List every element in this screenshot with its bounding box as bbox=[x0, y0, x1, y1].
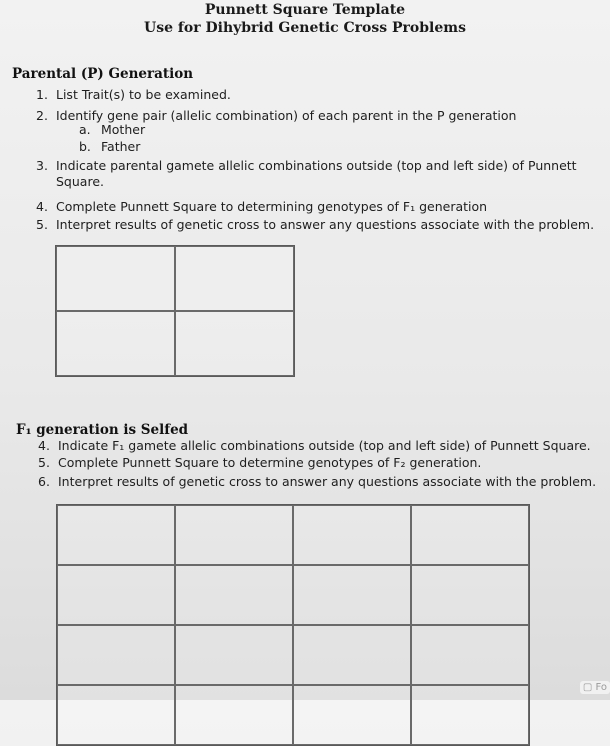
punnett-cell[interactable] bbox=[57, 625, 175, 685]
punnett-cell[interactable] bbox=[175, 246, 294, 311]
parental-item-2b: b. Father bbox=[79, 139, 141, 154]
parental-item-1: 1. List Trait(s) to be examined. bbox=[36, 87, 231, 102]
corner-badge: ▢ Fo bbox=[580, 681, 610, 694]
f1-item-4: 4. Indicate F₁ gamete allelic combinations outside (top and left side) of Punnett Square. bbox=[38, 438, 591, 453]
f1-heading: F₁ generation is Selfed bbox=[16, 422, 189, 438]
parental-item-2a: a. Mother bbox=[79, 122, 146, 137]
parental-item-3-cont: Square. bbox=[56, 174, 104, 189]
parental-item-4: 4. Complete Punnett Square to determining genotypes of F₁ generation bbox=[36, 199, 488, 214]
document-title: Punnett Square Template bbox=[204, 2, 406, 18]
punnett-cell[interactable] bbox=[411, 625, 529, 685]
punnett-cell[interactable] bbox=[411, 685, 529, 745]
punnett-cell[interactable] bbox=[57, 565, 175, 625]
punnett-cell[interactable] bbox=[175, 311, 294, 376]
punnett-cell[interactable] bbox=[56, 246, 175, 311]
parental-heading: Parental (P) Generation bbox=[12, 66, 194, 82]
parental-item-3: 3. Indicate parental gamete allelic combinations outside (top and left side) of Punnett bbox=[36, 158, 577, 173]
punnett-cell[interactable] bbox=[293, 565, 411, 625]
f1-item-6: 6. Interpret results of genetic cross to answer any questions associate with the problem. bbox=[38, 474, 597, 489]
punnett-cell[interactable] bbox=[411, 565, 529, 625]
punnett-cell[interactable] bbox=[411, 505, 529, 565]
f1-item-5: 5. Complete Punnett Square to determine genotypes of F₂ generation. bbox=[38, 455, 482, 470]
punnett-cell[interactable] bbox=[57, 505, 175, 565]
document-subtitle: Use for Dihybrid Genetic Cross Problems bbox=[144, 20, 466, 36]
punnett-cell[interactable] bbox=[293, 625, 411, 685]
punnett-square-4x4 bbox=[56, 504, 530, 746]
box-icon: ▢ bbox=[582, 682, 593, 693]
punnett-cell[interactable] bbox=[175, 565, 293, 625]
punnett-cell[interactable] bbox=[56, 311, 175, 376]
parental-item-2: 2. Identify gene pair (allelic combination) of each parent in the P generation bbox=[36, 108, 517, 123]
punnett-cell[interactable] bbox=[175, 625, 293, 685]
punnett-cell[interactable] bbox=[293, 505, 411, 565]
punnett-square-2x2 bbox=[55, 245, 295, 377]
punnett-cell[interactable] bbox=[57, 685, 175, 745]
punnett-cell[interactable] bbox=[293, 685, 411, 745]
punnett-cell[interactable] bbox=[175, 685, 293, 745]
parental-item-5: 5. Interpret results of genetic cross to answer any questions associate with the problem. bbox=[36, 217, 595, 232]
punnett-cell[interactable] bbox=[175, 505, 293, 565]
